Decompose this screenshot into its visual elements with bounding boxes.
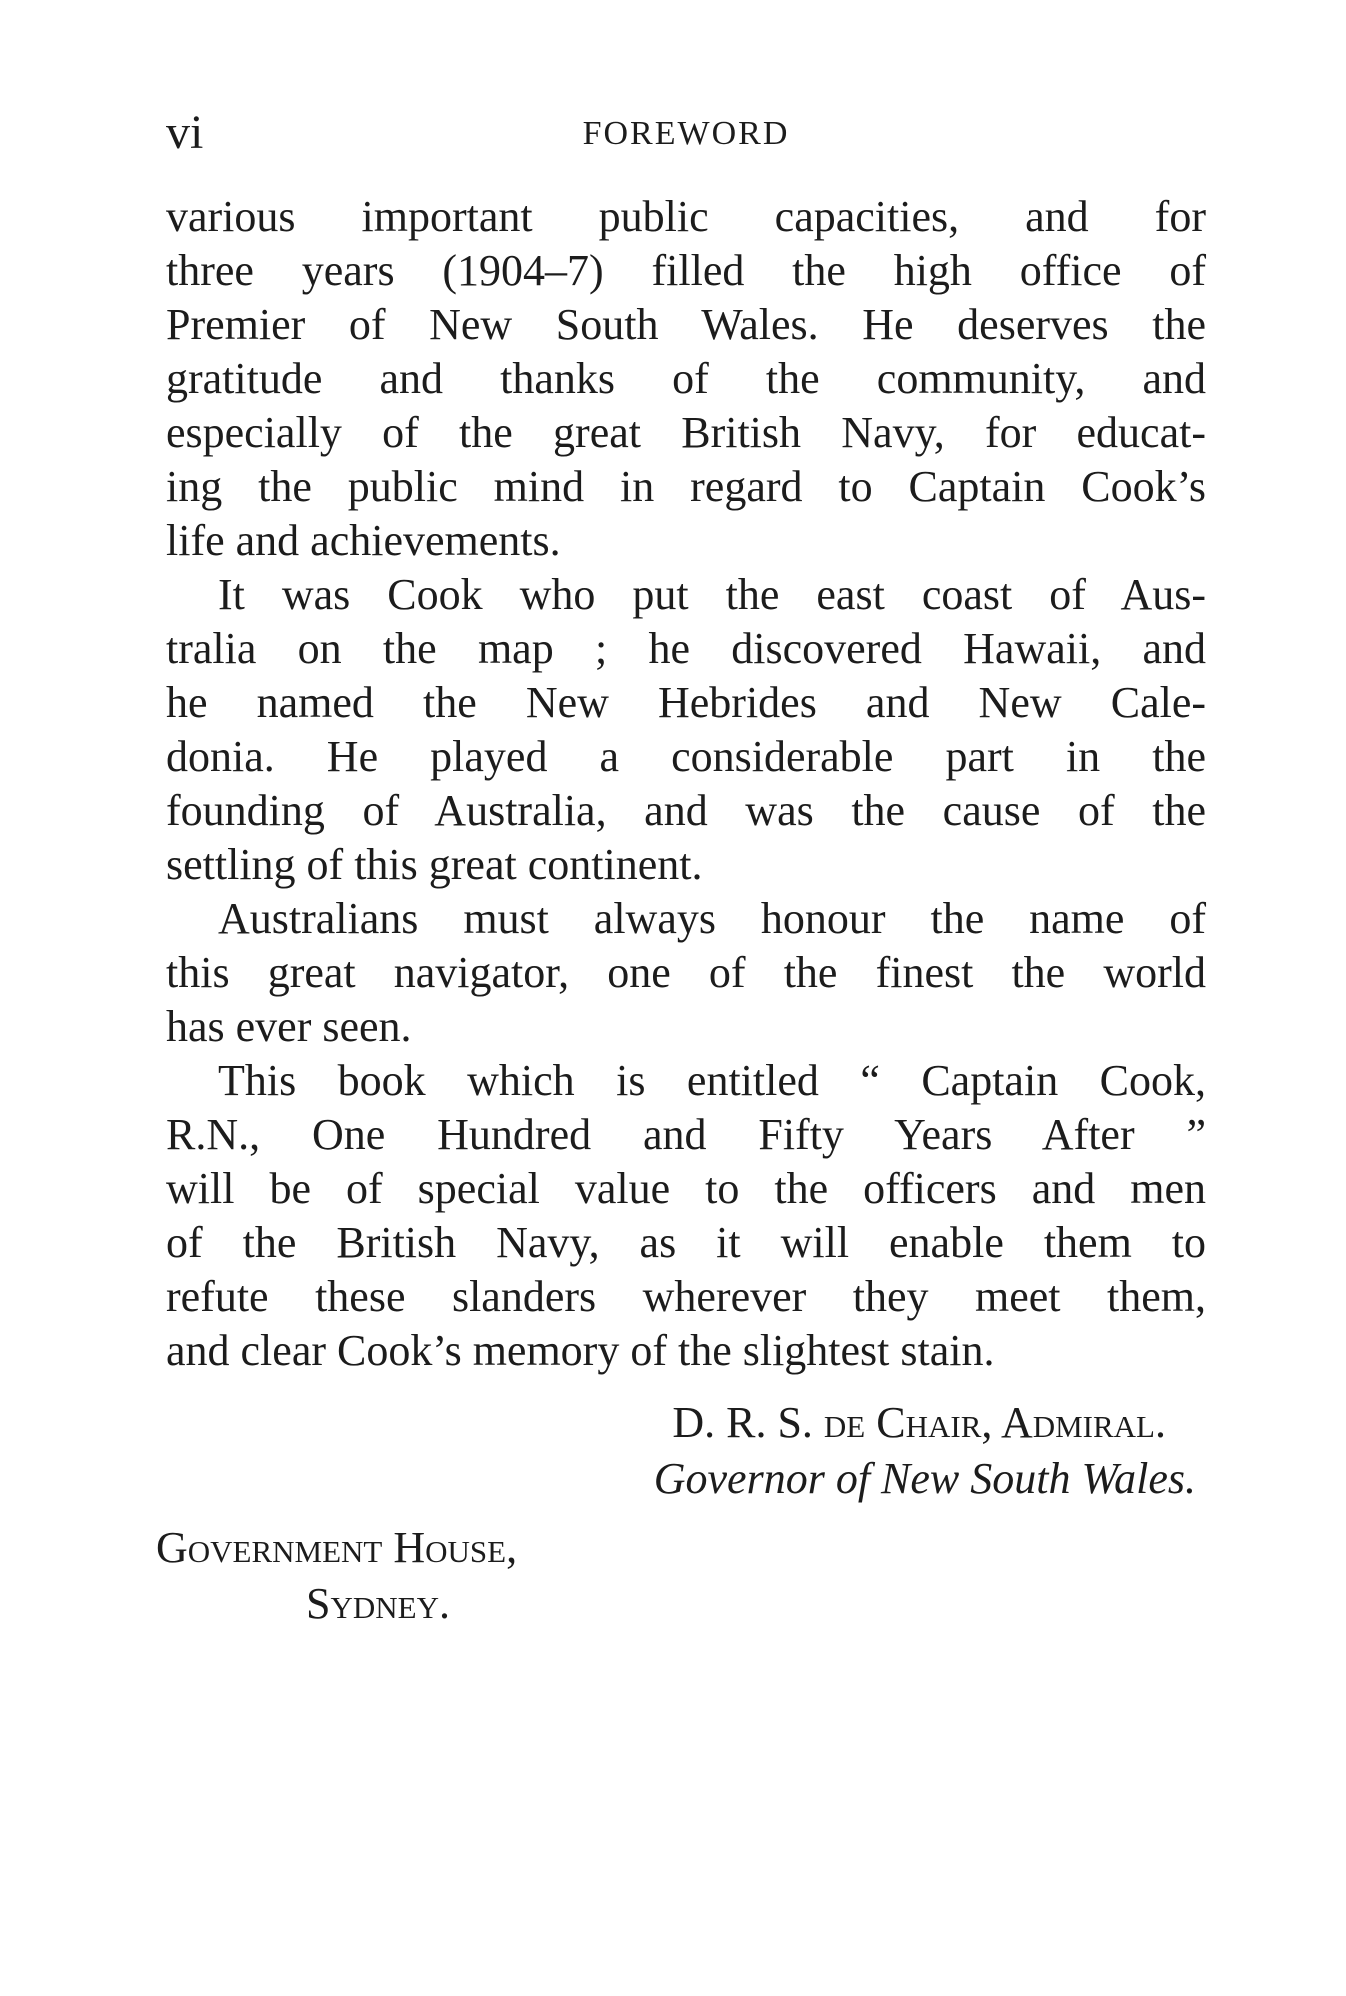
text-line: Australians must always honour the name of bbox=[218, 894, 1206, 943]
page-number: vi bbox=[166, 106, 204, 159]
text-line: gratitude and thanks of the community, and bbox=[166, 354, 1206, 403]
signatory-title: Governor of New South Wales. bbox=[653, 1454, 1196, 1503]
address-block bbox=[156, 1520, 517, 1632]
address-line-1: Government House, bbox=[156, 1523, 518, 1572]
text-line: of the British Navy, as it will enable them to bbox=[166, 1218, 1206, 1267]
text-line: settling of this great continent. bbox=[166, 840, 703, 889]
text-line: he named the New Hebrides and New Cale- bbox=[166, 678, 1206, 727]
text-line: this great navigator, one of the finest the world bbox=[166, 948, 1206, 997]
text-line: founding of Australia, and was the cause of the bbox=[166, 786, 1206, 835]
text-line: ing the public mind in regard to Captain Cook’s bbox=[166, 462, 1206, 511]
body-text bbox=[166, 190, 1206, 1378]
text-line: R.N., One Hundred and Fifty Years After ” bbox=[166, 1110, 1206, 1159]
text-line: It was Cook who put the east coast of Aus- bbox=[218, 570, 1206, 619]
text-line: and clear Cook’s memory of the slightest stain. bbox=[166, 1326, 995, 1375]
signatory-name: D. R. S. de Chair, Admiral. bbox=[672, 1398, 1166, 1447]
text-line: life and achievements. bbox=[166, 516, 561, 565]
address-line-2: Sydney. bbox=[306, 1579, 450, 1628]
text-line: various important public capacities, and for bbox=[166, 192, 1206, 241]
text-line: especially of the great British Navy, for educat- bbox=[166, 408, 1206, 457]
text-line: This book which is entitled “ Captain Cook, bbox=[218, 1056, 1206, 1105]
signature-block bbox=[166, 1395, 1206, 1507]
page-header bbox=[166, 108, 1206, 158]
text-line: Premier of New South Wales. He deserves the bbox=[166, 300, 1206, 349]
text-line: will be of special value to the officers and men bbox=[166, 1164, 1206, 1213]
running-head: FOREWORD bbox=[582, 115, 790, 152]
text-line: donia. He played a considerable part in the bbox=[166, 732, 1206, 781]
text-line: tralia on the map ; he discovered Hawaii, and bbox=[166, 624, 1206, 673]
text-line: three years (1904–7) filled the high office of bbox=[166, 246, 1206, 295]
text-line: refute these slanders wherever they meet them, bbox=[166, 1272, 1206, 1321]
text-line: has ever seen. bbox=[166, 1002, 412, 1051]
